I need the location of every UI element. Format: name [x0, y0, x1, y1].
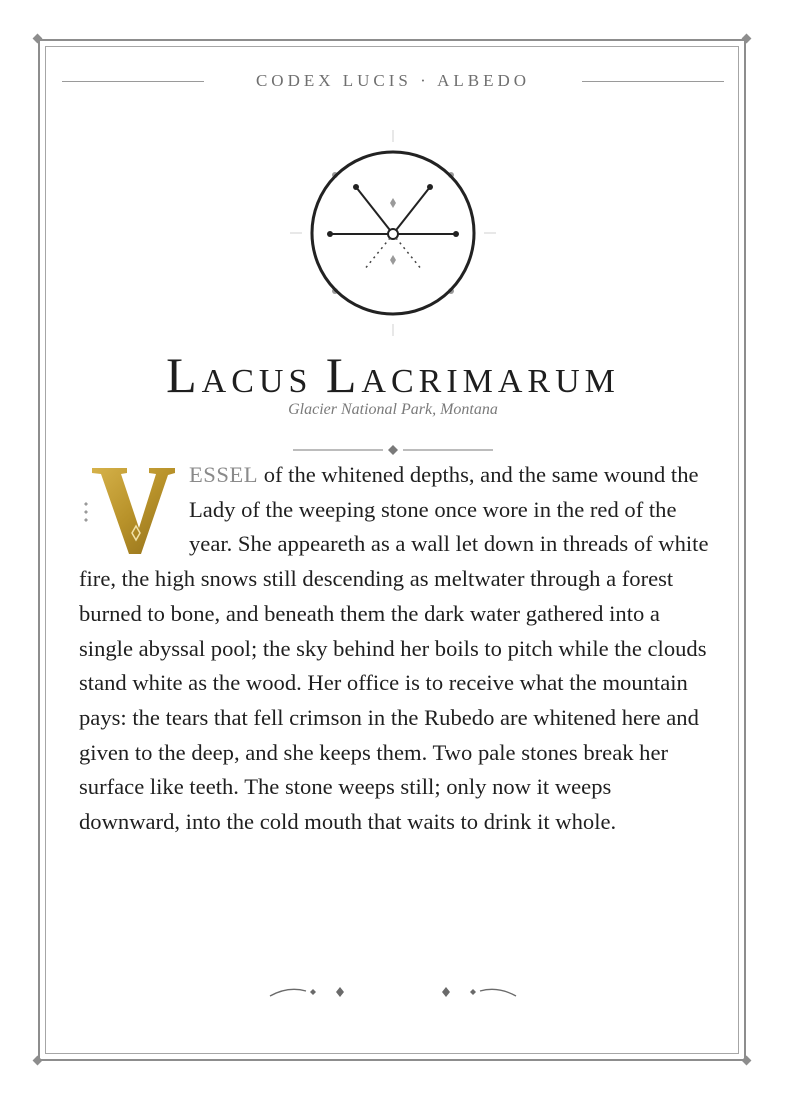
footer-swash-left [270, 989, 306, 996]
footer-ornament [268, 982, 518, 1004]
sigil-dotted-right [396, 238, 422, 270]
sigil-arm-left [356, 187, 393, 234]
sigil-horizontal-dot-left [327, 231, 333, 237]
body-paragraph: of the whitened depths, and the same wound the Lady of the weeping stone once wore in the red of the year. She appeareth as a wall let down in threads of white fire, the high snows still descending as meltwater through a forest burned to bone, and beneath them the dark water gathered into a single abyssal pool; the sky behind her boils to pitch while the clouds stand white as the wood. Her office is to receive what the mountain pays: the tears that fell crimson in the Rubedo are whitened here and given to the deep, and she keeps them. Two pale stones break her surface like teeth. The stone weeps still; only now it weeps downward, into the cold mouth that waits to drink it whole. [79, 462, 709, 835]
corner-diamond-bottom-right [742, 1056, 752, 1066]
footer-diamond-left [336, 987, 344, 997]
footer-swash-right [480, 989, 516, 996]
entry-body [79, 458, 709, 840]
divider-diamond [388, 445, 398, 455]
sigil-emblem [290, 130, 496, 336]
header-rule-right [582, 81, 724, 82]
title-divider [293, 443, 493, 457]
header [62, 68, 724, 96]
name-word-2-cap: L [325, 347, 362, 403]
sigil-center-ring [388, 229, 398, 239]
sigil-arm-right [393, 187, 430, 234]
sigil-horizontal-dot-right [453, 231, 459, 237]
lead-word: ESSEL [189, 462, 259, 487]
sigil-diamond-top [390, 198, 396, 208]
dropcap-graphic [79, 460, 189, 562]
footer-diamond-left-small [310, 989, 316, 995]
sigil-arm-dot-left [353, 184, 359, 190]
name-word-2-rest: ACRIMARUM [361, 363, 620, 400]
dropcap-v [79, 460, 189, 562]
dropcap-dots [84, 502, 88, 522]
dropcap-glyph [92, 468, 175, 554]
footer-diamond-right-small [470, 989, 476, 995]
codex-title: CODEX LUCIS · ALBEDO [255, 71, 531, 90]
name-word-1-rest: ACUS [201, 363, 313, 400]
name-word-1-cap: L [166, 347, 202, 403]
sigil-diamond-bottom [390, 255, 396, 265]
footer-diamond-right [442, 987, 450, 997]
name-word-2 [325, 347, 620, 403]
sigil-dotted-left [364, 238, 390, 270]
sigil-arm-dot-right [427, 184, 433, 190]
name-word-1 [166, 347, 313, 403]
location-subtitle: Glacier National Park, Montana [288, 401, 498, 418]
